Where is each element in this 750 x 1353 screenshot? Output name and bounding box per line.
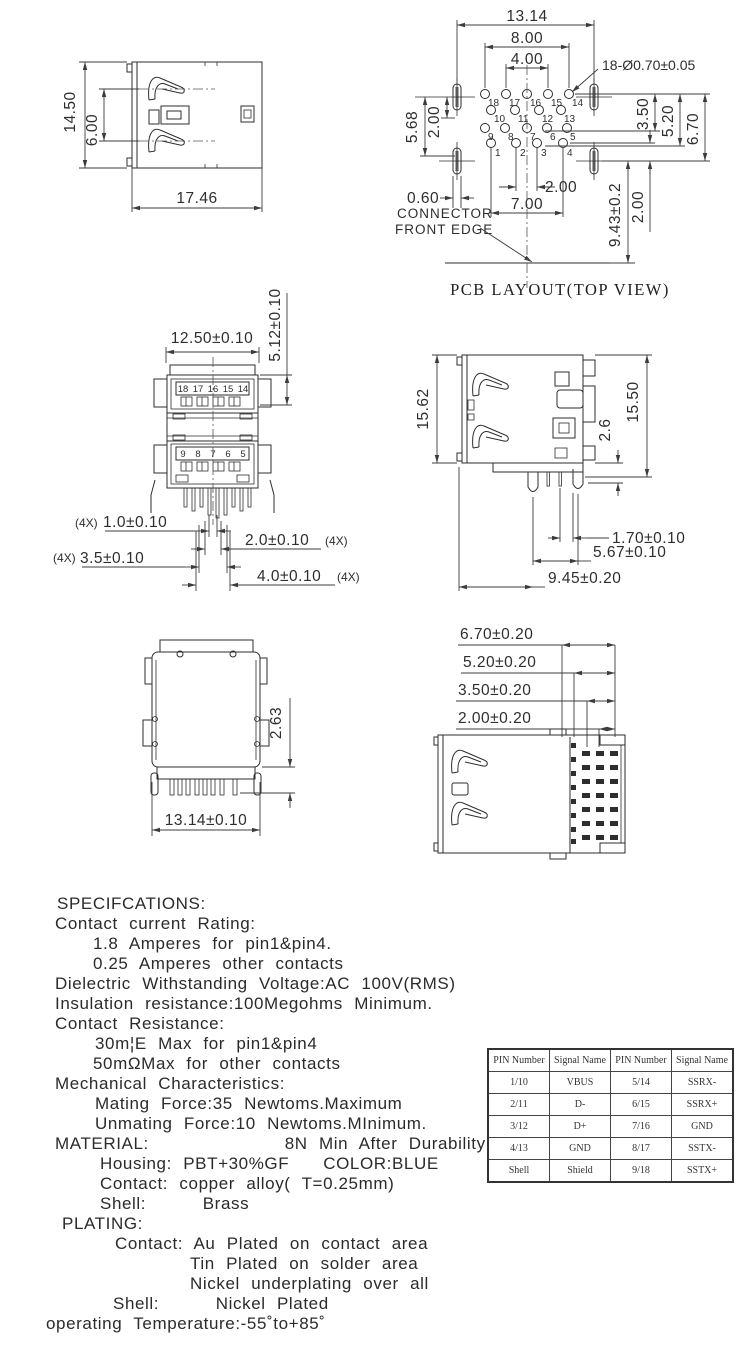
pin-table-header-row: [488, 1049, 733, 1072]
spec-line: Shell: Nickel Plated: [113, 1294, 329, 1313]
spec-line: 50mΩMax for other contacts: [93, 1054, 341, 1073]
dim-label: 15.62: [415, 388, 432, 430]
view-pcb-layout: [395, 10, 750, 305]
pin-label: 9: [180, 449, 186, 460]
hole-label: 17: [509, 98, 521, 109]
dim-label: 15.50: [625, 381, 642, 423]
spec-line: Housing: PBT+30%GF COLOR:BLUE: [100, 1154, 439, 1173]
dim-label: 2.00: [545, 179, 578, 196]
qty-label: (4X): [325, 534, 348, 548]
side-outline: [457, 355, 595, 492]
spec-line: Contact: Au Plated on contact area: [115, 1234, 429, 1253]
pin-table-cell: 8/17: [611, 1138, 672, 1160]
hole-label: 7: [530, 132, 536, 143]
pin-table-cell: SSRX+: [672, 1094, 734, 1116]
hole-label: 11: [518, 114, 529, 125]
hole-label: 15: [551, 98, 563, 109]
pin-table-cell: GND: [672, 1116, 734, 1138]
pcb-dimensions: [395, 10, 710, 299]
dim-label: 14.50: [62, 91, 79, 133]
hole-label: 9: [488, 132, 494, 143]
hole-label: 1: [495, 148, 501, 159]
spec-line: Nickel underplating over all: [190, 1274, 429, 1293]
dim-label: 17.46: [176, 190, 218, 207]
hole-label: 18: [488, 98, 500, 109]
dim-label: 5.68: [404, 110, 421, 144]
dim-label: 12.50±0.10: [170, 330, 254, 347]
spec-line: 1.8 Amperes for pin1&pin4.: [93, 934, 332, 953]
hole-label: 8: [508, 132, 514, 143]
pcb-holes: [481, 90, 584, 160]
pin-table-cell: SSTX-: [672, 1138, 734, 1160]
dim-label: 6.70: [685, 112, 702, 146]
pin-table-cell: Shell: [488, 1160, 550, 1183]
rear-outline: [143, 640, 269, 795]
dim-label: 8.00: [510, 30, 544, 47]
spec-line: Tin Plated on solder area: [190, 1254, 419, 1273]
spec-line: Mating Force:35 Newtoms.Maximum: [95, 1094, 403, 1113]
pin-table-cell: 5/14: [611, 1072, 672, 1094]
view-front: [45, 285, 385, 605]
pin-table-row: [488, 1138, 733, 1160]
dim-label: 5.12±0.10: [267, 288, 284, 362]
dim-label: 2.00: [630, 190, 647, 224]
section-dimensions: [456, 626, 615, 747]
pin-table-cell: 2/11: [488, 1094, 550, 1116]
pin-table-cell: GND: [550, 1138, 611, 1160]
pcb-slots: [415, 78, 612, 180]
pin-table-cell: 6/15: [611, 1094, 672, 1116]
pin-table-cell: D-: [550, 1094, 611, 1116]
pin-label: 14: [237, 384, 249, 395]
pin-label: 17: [192, 384, 204, 395]
front-outline: [151, 357, 274, 525]
spec-line: PLATING:: [62, 1214, 144, 1233]
dim-label: 13.14: [506, 10, 548, 25]
pin-label: 8: [195, 449, 201, 460]
pin-label: 18: [177, 384, 189, 395]
side-dimensions: [415, 355, 685, 591]
dim-label: 2.00±0.20: [458, 710, 532, 727]
front-dimensions: [53, 288, 360, 591]
hole-label: 14: [572, 98, 584, 109]
pin-table-cell: 4/13: [488, 1138, 550, 1160]
dim-label: 3.5±0.10: [80, 550, 145, 567]
pin-table-cell: Shield: [550, 1160, 611, 1183]
dim-label: 7.00: [510, 196, 544, 213]
qty-label: (4X): [53, 551, 76, 565]
dim-label: 5.20: [660, 104, 677, 138]
dim-label: 2.0±0.10: [245, 532, 310, 549]
pin-table-body: [488, 1072, 733, 1183]
spec-line: MATERIAL: 8N Min After Durability: [55, 1134, 486, 1153]
pin-label: 16: [207, 384, 219, 395]
profile-dimensions: [62, 62, 262, 212]
hole-label: 5: [570, 132, 576, 143]
dim-label: 2.63: [268, 706, 285, 740]
hole-callout: 18-Ø0.70±0.05: [602, 57, 696, 73]
pin-label: 5: [240, 449, 246, 460]
hole-label: 16: [530, 98, 542, 109]
pin-table-row: [488, 1094, 733, 1116]
hole-label: 6: [550, 132, 556, 143]
spec-line: operating Temperature:-55˚to+85˚: [46, 1314, 326, 1333]
spec-line: Contact: copper alloy( T=0.25mm): [100, 1174, 395, 1193]
pin-label: 7: [210, 449, 216, 460]
spec-line: Dielectric Withstanding Voltage:AC 100V(RMS): [55, 974, 456, 993]
pin-table-row: [488, 1116, 733, 1138]
qty-label: (4X): [337, 570, 360, 584]
pin-table-head: [488, 1049, 733, 1072]
spec-line: Contact Resistance:: [55, 1014, 225, 1033]
hole-label: 10: [494, 114, 506, 125]
connector-outline: [127, 62, 262, 168]
view-section: [430, 625, 750, 865]
hole-label: 2: [520, 148, 526, 159]
dim-label: 9.43±0.2: [607, 182, 624, 248]
spec-line: Unmating Force:10 Newtoms.MInimum.: [95, 1114, 427, 1133]
qty-label: (4X): [75, 516, 98, 530]
view-profile: [55, 40, 315, 220]
pin-table-row: [488, 1072, 733, 1094]
hole-label: 4: [567, 148, 573, 159]
pin-table-cell: 1/10: [488, 1072, 550, 1094]
dim-label: 3.50: [635, 97, 652, 131]
pin-table-cell: 3/12: [488, 1116, 550, 1138]
spec-line: Contact current Rating:: [55, 914, 256, 933]
dim-label: 3.50±0.20: [458, 682, 532, 699]
hole-label: 13: [564, 114, 576, 125]
specifications-block: [46, 894, 506, 1334]
pcb-layout-title: PCB LAYOUT(TOP VIEW): [450, 280, 670, 299]
spec-line: SPECIFCATIONS:: [57, 894, 206, 913]
dim-label: 1.70±0.10: [612, 530, 686, 547]
spec-line: 0.25 Amperes other contacts: [93, 954, 344, 973]
dim-label: 6.70±0.20: [460, 626, 534, 643]
pin-label: 15: [222, 384, 234, 395]
spec-line: Shell: Brass: [100, 1194, 250, 1213]
dim-label: 9.45±0.20: [548, 570, 622, 587]
pin-label: 6: [225, 449, 231, 460]
pin-table-row: [488, 1160, 733, 1183]
dim-label: 4.00: [510, 51, 544, 68]
dim-label: 5.20±0.20: [463, 654, 537, 671]
pin-table-cell: 9/18: [611, 1160, 672, 1183]
hole-label: 3: [541, 148, 547, 159]
dim-label: 5.67±0.10: [593, 544, 667, 561]
note-label: FRONT EDGE: [395, 222, 494, 237]
pin-table-cell: 7/16: [611, 1116, 672, 1138]
dim-label: 1.0±0.10: [103, 514, 168, 531]
dim-label: 13.14±0.10: [164, 812, 248, 829]
dim-label: 6.00: [84, 113, 101, 147]
dim-label: 0.60: [407, 190, 440, 207]
pin-signal-table: [487, 1048, 734, 1183]
pin-table-cell: SSTX+: [672, 1160, 734, 1183]
view-side: [405, 330, 750, 600]
dim-label: 4.0±0.10: [257, 568, 322, 585]
pin-table-header-cell: PIN Number: [488, 1049, 550, 1072]
dim-label: 2.6: [597, 418, 614, 442]
section-outline: [434, 729, 625, 859]
view-rear: [130, 630, 330, 845]
hole-label: 12: [542, 114, 554, 125]
pin-table-cell: D+: [550, 1116, 611, 1138]
pin-table-header-cell: Signal Name: [672, 1049, 734, 1072]
spec-line: Insulation resistance:100Megohms Minimum.: [55, 994, 433, 1013]
pin-table-header-cell: PIN Number: [611, 1049, 672, 1072]
pin-table-cell: SSRX-: [672, 1072, 734, 1094]
spec-line: 30m¦E Max for pin1&pin4: [95, 1034, 318, 1053]
pin-table-cell: VBUS: [550, 1072, 611, 1094]
pin-table-header-cell: Signal Name: [550, 1049, 611, 1072]
spec-line: Mechanical Characteristics:: [55, 1074, 286, 1093]
note-label: CONNECTOR: [397, 206, 493, 221]
dim-label: 2.00: [426, 105, 443, 139]
